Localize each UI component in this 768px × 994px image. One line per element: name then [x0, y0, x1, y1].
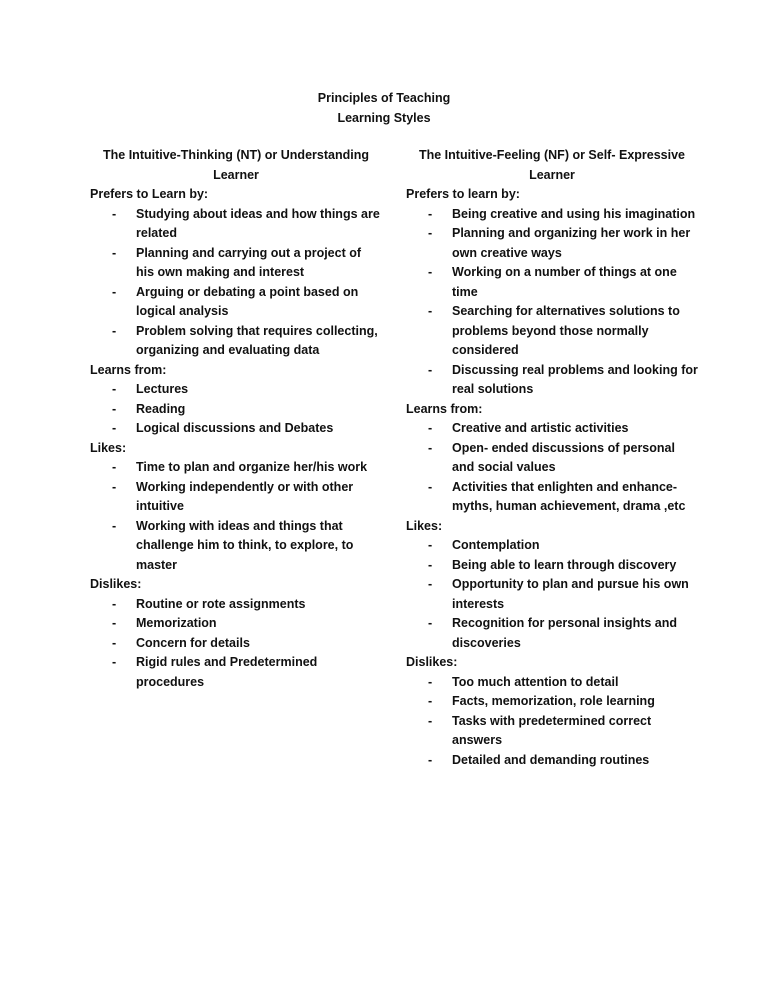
list-item — [90, 283, 382, 322]
list-item-text: Problem solving that requires collecting, organizing and evaluating data — [136, 323, 378, 357]
column-nf-learner — [406, 146, 698, 770]
list-item — [406, 673, 698, 693]
list-item-text: Reading — [136, 401, 186, 416]
bullet-dash: - — [428, 674, 433, 689]
bullet-dash: - — [428, 752, 433, 767]
section-label: Dislikes: — [406, 655, 458, 669]
bullet-dash: - — [112, 479, 117, 494]
section-learns-from — [90, 361, 382, 439]
list-item — [406, 439, 698, 478]
list-item-text: Rigid rules and Predetermined procedures — [136, 655, 318, 689]
bullet-list — [90, 380, 382, 439]
bullet-list — [406, 673, 698, 771]
bullet-dash: - — [428, 206, 433, 221]
list-item-text: Working independently or with other intuitive — [136, 479, 354, 513]
list-item-text: Studying about ideas and how things are related — [136, 206, 380, 240]
list-item — [406, 361, 698, 400]
bullet-dash: - — [112, 245, 117, 260]
list-item-text: Routine or rote assignments — [136, 596, 306, 611]
list-item-text: Being able to learn through discovery — [452, 557, 677, 572]
bullet-dash: - — [428, 421, 433, 435]
bullet-dash: - — [428, 226, 433, 240]
list-item-text: Planning and carrying out a project of his own making and interest — [136, 245, 362, 279]
list-item — [90, 614, 382, 634]
bullet-dash: - — [428, 713, 433, 728]
list-item-text: Detailed and demanding routines — [452, 752, 650, 767]
bullet-dash: - — [428, 557, 433, 572]
column-nt-learner — [90, 146, 382, 692]
list-item — [90, 322, 382, 361]
list-item-text: Open- ended discussions of personal and social values — [452, 440, 675, 474]
list-item-text: Activities that enlighten and enhance- myths, human achievement, drama ,etc — [452, 479, 686, 513]
bullet-list — [90, 595, 382, 693]
section-likes — [90, 439, 382, 576]
list-item — [90, 400, 382, 420]
bullet-dash: - — [112, 421, 117, 435]
list-item-text: Concern for details — [136, 635, 250, 650]
list-item — [406, 614, 698, 653]
section-prefers-to-learn — [406, 185, 698, 400]
list-item-text: Logical discussions and Debates — [136, 421, 334, 435]
list-item-text: Facts, memorization, role learning — [452, 694, 655, 708]
list-item-text: Arguing or debating a point based on logical analysis — [136, 284, 359, 318]
list-item-text: Working on a number of things at one time — [452, 265, 677, 299]
list-item — [90, 517, 382, 576]
section-label: Learns from: — [90, 362, 167, 377]
bullet-dash: - — [428, 265, 433, 279]
column-heading: The Intuitive-Feeling (NF) or Self- Expressive Learner — [418, 148, 686, 182]
section-dislikes — [406, 653, 698, 770]
bullet-dash: - — [112, 635, 117, 650]
list-item — [90, 595, 382, 615]
list-item-text: Working with ideas and things that challenge him to think, to explore, to master — [136, 518, 354, 572]
bullet-list — [406, 205, 698, 400]
column-heading: The Intuitive-Thinking (NT) or Understanding Learner — [103, 148, 369, 182]
list-item — [90, 380, 382, 400]
list-item — [406, 751, 698, 771]
list-item — [406, 556, 698, 576]
list-item-text: Planning and organizing her work in her own creative ways — [452, 226, 691, 260]
list-item — [406, 302, 698, 361]
section-prefers-to-learn — [90, 185, 382, 361]
list-item-text: Creative and artistic activities — [452, 421, 629, 435]
bullet-list — [90, 205, 382, 361]
list-item — [406, 692, 698, 712]
bullet-dash: - — [112, 323, 117, 338]
section-label: Prefers to learn by: — [406, 187, 520, 201]
section-label: Prefers to Learn by: — [90, 187, 209, 201]
bullet-dash: - — [428, 304, 433, 318]
bullet-dash: - — [428, 694, 433, 708]
section-label: Dislikes: — [90, 577, 142, 591]
document-header — [0, 88, 768, 128]
list-item — [406, 419, 698, 439]
bullet-dash: - — [428, 538, 433, 552]
list-item-text: Opportunity to plan and pursue his own interests — [452, 577, 689, 611]
section-learns-from — [406, 400, 698, 517]
section-label: Learns from: — [406, 401, 483, 416]
bullet-dash: - — [428, 440, 433, 455]
list-item — [406, 536, 698, 556]
list-item — [90, 244, 382, 283]
list-item — [406, 205, 698, 225]
document-subtitle: Learning Styles — [337, 111, 431, 125]
document-title: Principles of Teaching — [317, 91, 451, 105]
bullet-dash: - — [112, 616, 117, 630]
list-item — [90, 478, 382, 517]
bullet-dash: - — [112, 401, 117, 416]
bullet-dash: - — [428, 479, 433, 494]
bullet-dash: - — [112, 655, 117, 669]
list-item-text: Memorization — [136, 616, 217, 630]
bullet-list — [406, 536, 698, 653]
section-label: Likes: — [90, 440, 127, 455]
list-item — [90, 634, 382, 654]
list-item — [90, 653, 382, 692]
list-item-text: Discussing real problems and looking for real solutions — [452, 362, 698, 396]
list-item-text: Time to plan and organize her/his work — [136, 460, 368, 474]
bullet-dash: - — [428, 616, 433, 630]
bullet-list — [406, 419, 698, 517]
bullet-dash: - — [112, 382, 117, 396]
bullet-dash: - — [112, 518, 117, 533]
bullet-dash: - — [428, 362, 433, 377]
list-item — [90, 458, 382, 478]
list-item-text: Being creative and using his imagination — [452, 206, 696, 221]
list-item-text: Searching for alternatives solutions to problems beyond those normally considered — [452, 304, 680, 357]
bullet-dash: - — [112, 284, 117, 299]
bullet-dash: - — [428, 577, 433, 591]
list-item — [406, 478, 698, 517]
bullet-list — [90, 458, 382, 575]
bullet-dash: - — [112, 460, 117, 474]
section-likes — [406, 517, 698, 654]
list-item-text: Tasks with predetermined correct answers — [452, 713, 652, 747]
list-item — [90, 419, 382, 439]
list-item — [406, 263, 698, 302]
list-item — [406, 224, 698, 263]
section-label: Likes: — [406, 518, 443, 533]
list-item-text: Recognition for personal insights and discoveries — [452, 616, 678, 650]
list-item — [406, 712, 698, 751]
list-item-text: Lectures — [136, 382, 189, 396]
bullet-dash: - — [112, 206, 117, 221]
list-item — [406, 575, 698, 614]
list-item — [90, 205, 382, 244]
section-dislikes — [90, 575, 382, 692]
list-item-text: Too much attention to detail — [452, 674, 619, 689]
bullet-dash: - — [112, 596, 117, 611]
list-item-text: Contemplation — [452, 538, 540, 552]
